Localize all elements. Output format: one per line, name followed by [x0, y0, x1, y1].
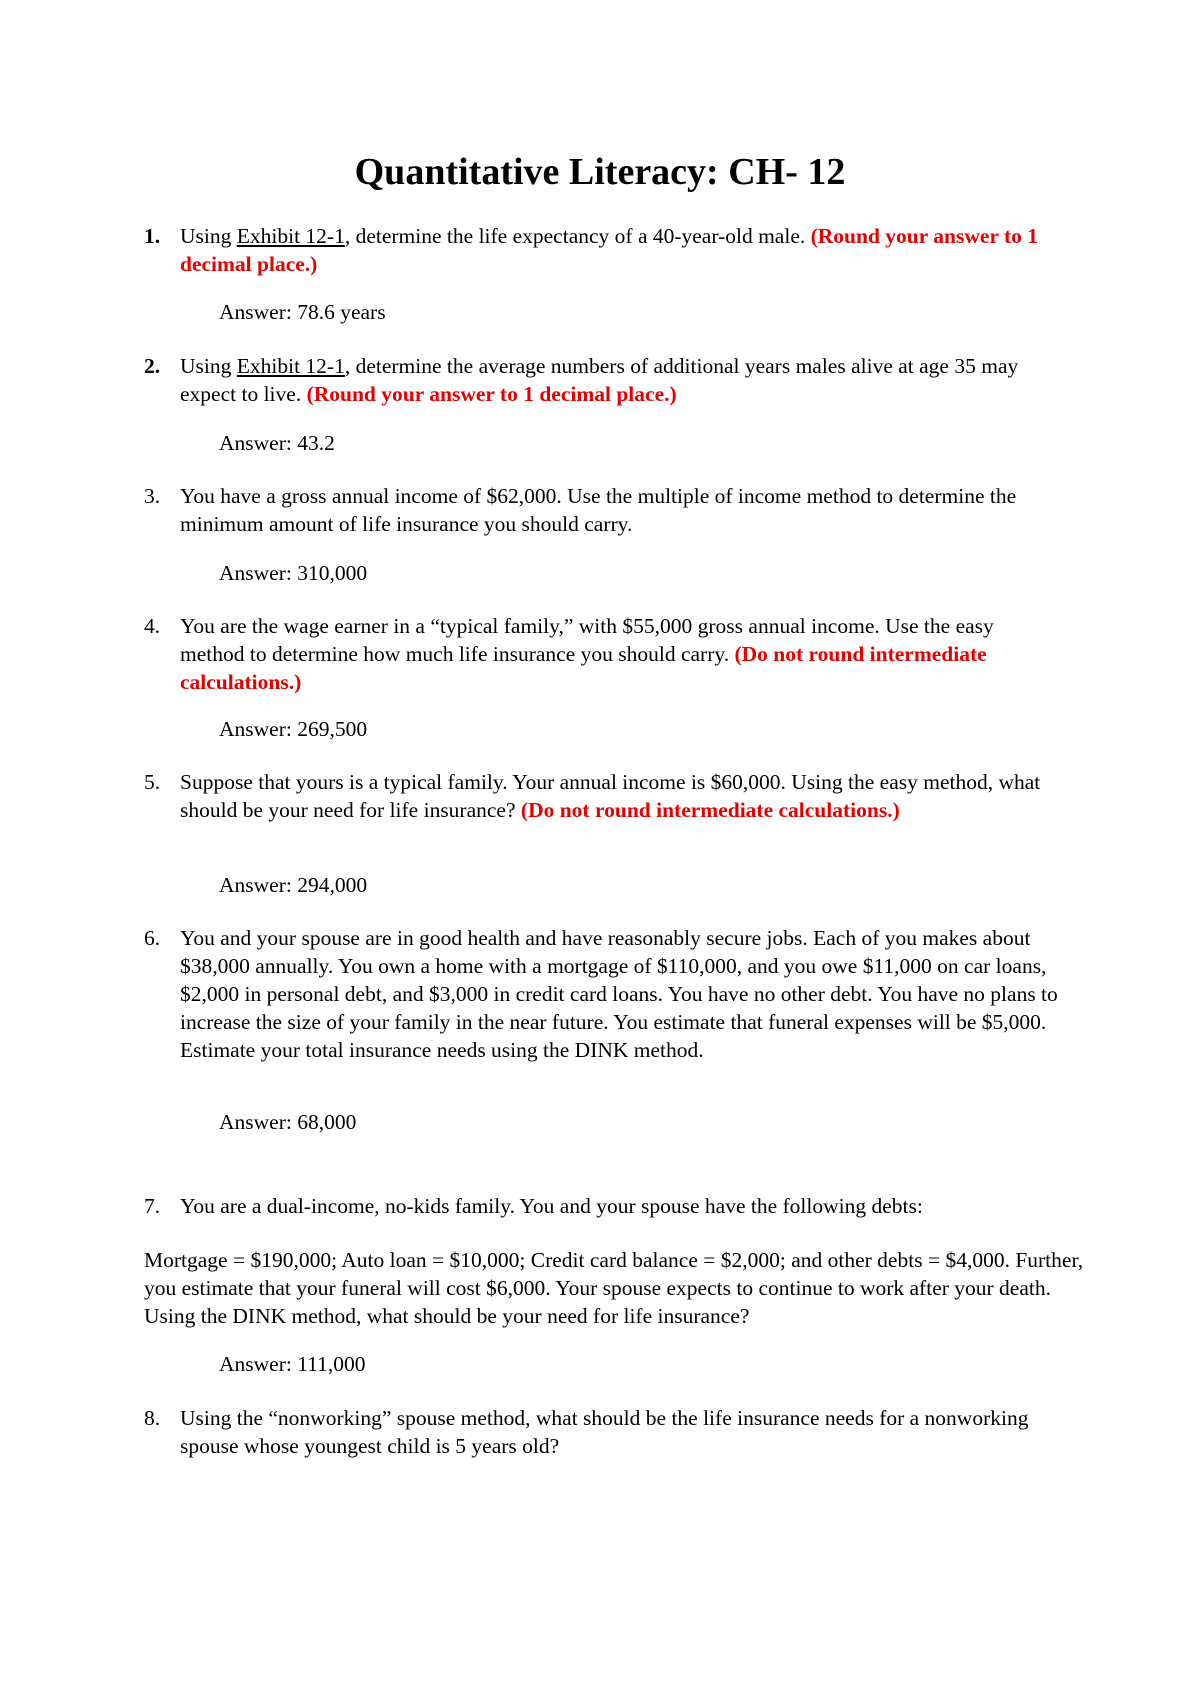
question-6: [144, 924, 1060, 1064]
question-text: You have a gross annual income of $62,000. Use the multiple of income method to determine the minimum amount of life insurance you should carry.: [180, 484, 1017, 536]
question-number: 8.: [144, 1406, 161, 1430]
question-number: 7.: [144, 1194, 161, 1218]
rounding-note: (Round your answer to 1 decimal place.): [180, 224, 1039, 276]
question-text: You and your spouse are in good health and have reasonably secure jobs. Each of you makes about $38,000 annually. You own a home with a mortgage of $110,000, and you owe $11,000 on car loans, $2,000 in personal debt, and $3,000 in credit card loans. You have no other debt. You have no plans to increase the size of your family in the near future. You estimate that funeral expenses will be $5,000. Estimate your total insurance needs using the DINK method.: [180, 926, 1058, 1062]
answer-3: Answer: 310,000: [219, 561, 368, 585]
page-title: Quantitative Literacy: CH- 12: [354, 151, 846, 193]
answer-5: Answer: 294,000: [219, 873, 368, 897]
answer-6: Answer: 68,000: [219, 1110, 357, 1134]
question-text: Suppose that yours is a typical family. Your annual income is $60,000. Using the easy method, what should be your need for life insurance?: [180, 770, 1041, 822]
question-number: 4.: [144, 614, 161, 638]
question-7-debts: Mortgage = $190,000; Auto loan = $10,000; Credit card balance = $2,000; and other debts = $4,000. Further, you estimate that your funeral will cost $6,000. Your spouse expects to continue to work after your death. Using the DINK method, what should be your need for life insurance?: [144, 1248, 1084, 1328]
question-text: , determine the life expectancy of a 40-year-old male.: [344, 224, 811, 248]
question-number: 6.: [144, 926, 161, 950]
question-8: [144, 1404, 1060, 1460]
question-text: , determine the average numbers of additional years males alive at age 35 may expect to live.: [180, 354, 1019, 406]
question-text: Using: [180, 354, 237, 378]
answer-4: Answer: 269,500: [219, 717, 368, 741]
question-1: [144, 222, 1060, 278]
question-4: [144, 612, 1060, 696]
question-5: [144, 768, 1060, 824]
answer-1: Answer: 78.6 years: [219, 300, 386, 324]
rounding-note: (Do not round intermediate calculations.): [180, 642, 987, 694]
question-text: Using the “nonworking” spouse method, what should be the life insurance needs for a nonworking spouse whose youngest child is 5 years old?: [180, 1406, 1029, 1458]
question-number: 3.: [144, 484, 161, 508]
question-number: 1.: [144, 224, 161, 248]
question-7: [144, 1192, 1060, 1220]
question-text: Using: [180, 224, 237, 248]
question-text: You are a dual-income, no-kids family. You and your spouse have the following debts:: [180, 1194, 923, 1218]
question-3: [144, 482, 1060, 538]
question-number: 5.: [144, 770, 161, 794]
question-2: [144, 352, 1060, 408]
rounding-note: (Round your answer to 1 decimal place.): [306, 382, 677, 406]
question-number: 2.: [144, 354, 161, 378]
rounding-note: (Do not round intermediate calculations.): [520, 798, 900, 822]
answer-7: Answer: 111,000: [219, 1352, 366, 1376]
answer-2: Answer: 43.2: [219, 431, 335, 455]
exhibit-link[interactable]: Exhibit 12-1: [236, 354, 345, 378]
question-text: You are the wage earner in a “typical family,” with $55,000 gross annual income. Use the easy method to determine how much life insurance you should carry.: [180, 614, 994, 666]
exhibit-link[interactable]: Exhibit 12-1: [236, 224, 345, 248]
